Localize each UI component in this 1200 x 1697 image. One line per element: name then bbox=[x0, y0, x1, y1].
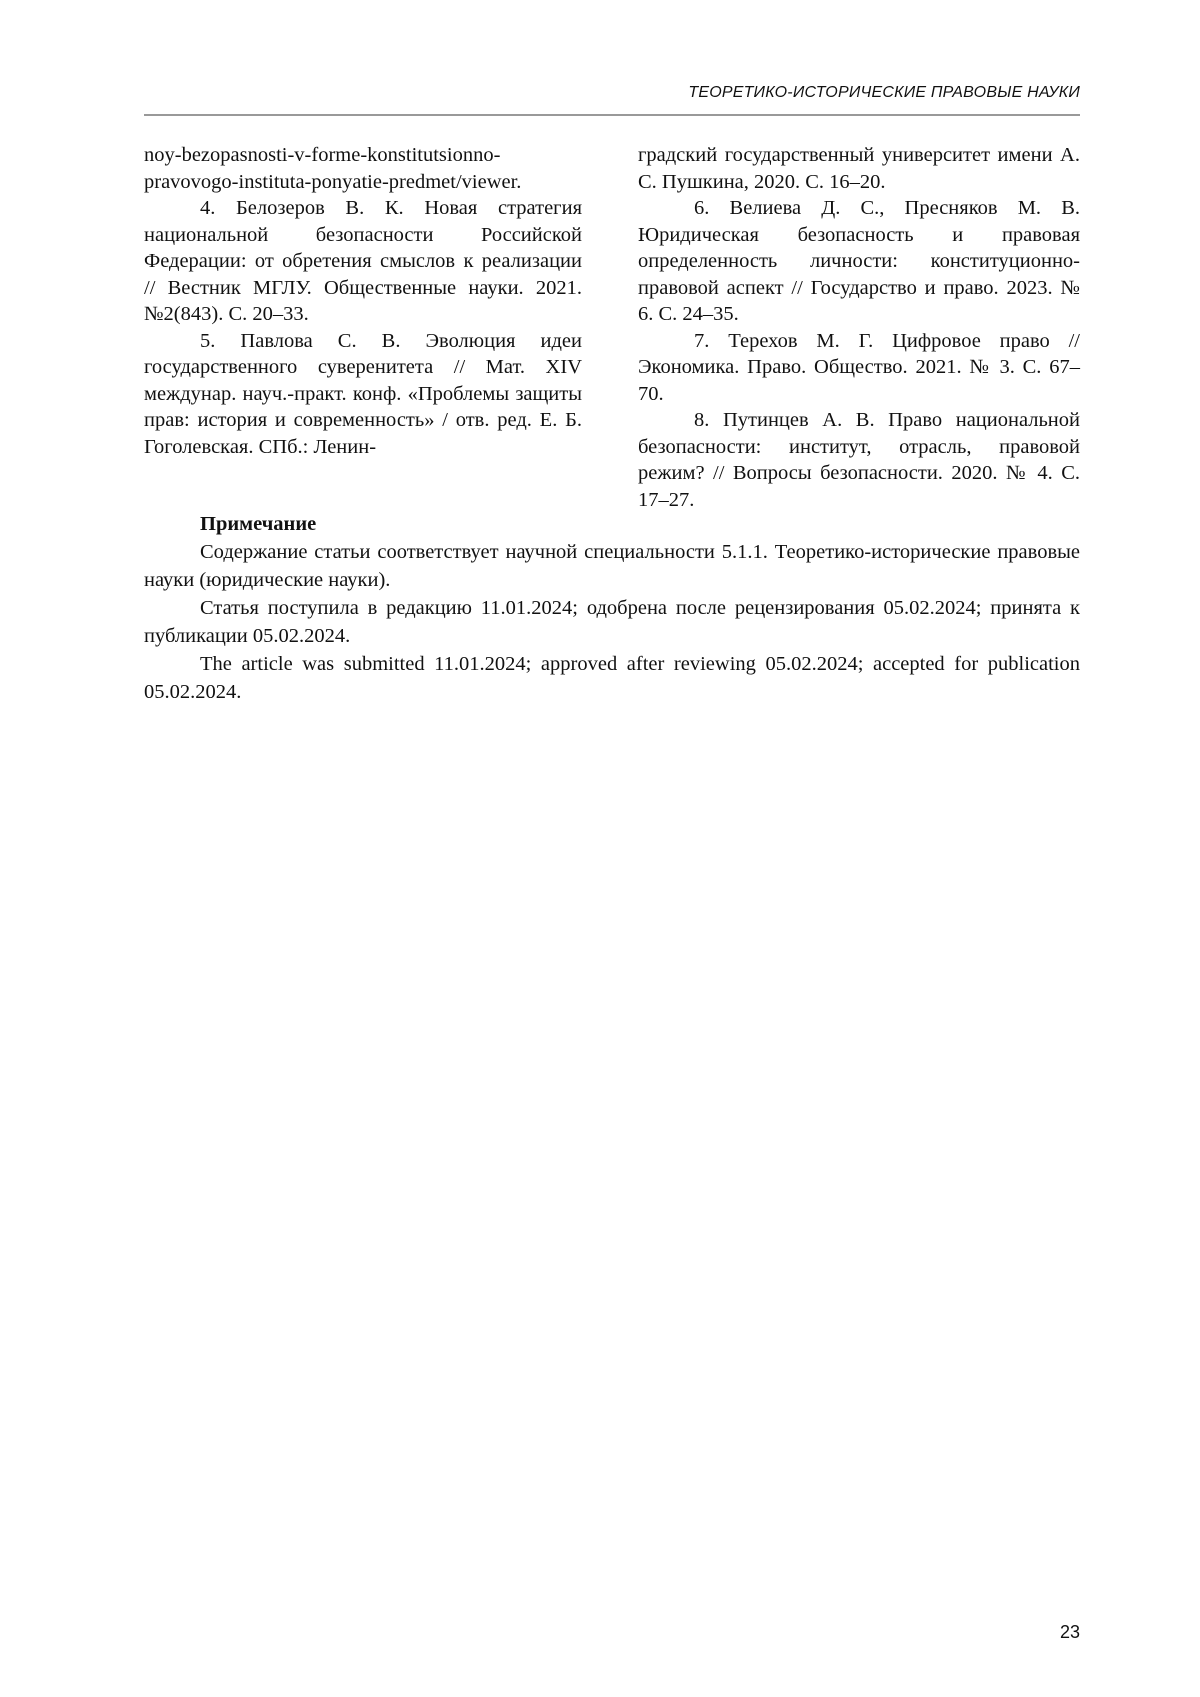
reference-item-7: 7. Терехов М. Г. Цифровое право // Экономика. Право. Общество. 2021. № 3. С. 67–70. bbox=[638, 329, 1080, 405]
reference-item-5-continued: градский государственный университет имени А. С. Пушкина, 2020. С. 16–20. bbox=[638, 144, 1080, 193]
reference-item-6: 6. Велиева Д. С., Пресняков М. В. Юридическая безопасность и правовая определенность личности: конституционно-правовой аспект // Государство и право. 2023. № 6. С. 24–35. bbox=[638, 197, 1080, 325]
note-specialty: Содержание статьи соответствует научной специальности 5.1.1. Теоретико-исторические правовые науки (юридические науки). bbox=[144, 541, 1080, 591]
reference-item-4: 4. Белозеров В. К. Новая стратегия национальной безопасности Российской Федерации: от обретения смыслов к реализации // Вестник МГЛУ. Общественные науки. 2021. №2(843). С. 20–33. bbox=[144, 197, 582, 325]
reference-url-line: pravovogo-instituta-ponyatie-predmet/viewer. bbox=[144, 170, 522, 193]
note-dates-en: The article was submitted 11.01.2024; approved after reviewing 05.02.2024; accepted for publication 05.02.2024. bbox=[144, 653, 1080, 703]
article-note bbox=[144, 510, 1080, 706]
references-left-column bbox=[144, 142, 582, 460]
header-rule bbox=[144, 114, 1080, 116]
reference-item-8: 8. Путинцев А. В. Право национальной безопасности: институт, отрасль, правовой режим? // Вопросы безопасности. 2020. № 4. С. 17–27. bbox=[638, 409, 1080, 511]
note-title: Примечание bbox=[200, 513, 317, 535]
running-header: ТЕОРЕТИКО-ИСТОРИЧЕСКИЕ ПРАВОВЫЕ НАУКИ bbox=[688, 84, 1080, 101]
note-dates-ru: Статья поступила в редакцию 11.01.2024; одобрена после рецензирования 05.02.2024; принята к публикации 05.02.2024. bbox=[144, 597, 1080, 647]
reference-item-5: 5. Павлова С. В. Эволюция идеи государственного суверенитета // Мат. XIV междунар. науч.-практ. конф. «Проблемы защиты прав: история и современность» / отв. ред. Е. Б. Гоголевская. СПб.: Ленин- bbox=[144, 329, 582, 458]
references-right-column bbox=[638, 142, 1080, 513]
reference-url-line: noy-bezopasnosti-v-forme-konstitutsionno- bbox=[144, 144, 501, 166]
page-number: 23 bbox=[1059, 1622, 1080, 1642]
